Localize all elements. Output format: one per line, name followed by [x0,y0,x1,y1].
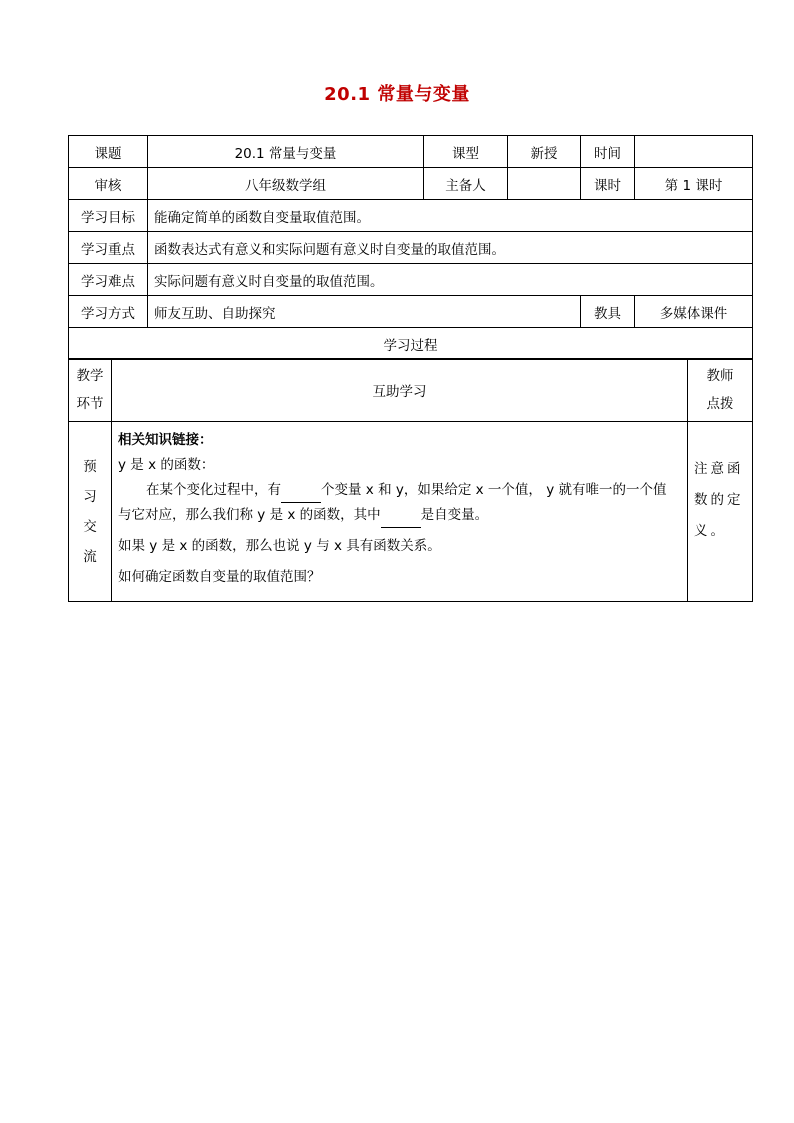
teacher-note: 注意函数的定义。 [688,422,753,602]
type-value: 新授 [508,136,581,168]
stage-header-line1: 教学 [76,368,104,384]
mutual-study-header: 互助学习 [112,359,688,422]
key-value: 函数表达式有意义和实际问题有意义时自变量的取值范围。 [148,232,753,264]
goal-label: 学习目标 [69,200,148,232]
goal-value: 能确定简单的函数自变量取值范围。 [148,200,753,232]
process-header-row [69,359,753,422]
review-label: 审核 [69,168,148,200]
period-label: 课时 [581,168,635,200]
stage-header-line2: 环节 [76,396,104,412]
review-row [69,168,753,200]
process-heading-row [69,328,753,360]
teacher-header [688,359,753,422]
goal-row [69,200,753,232]
tools-label: 教具 [581,296,635,328]
topic-label: 课题 [69,136,148,168]
topic-value: 20.1 常量与变量 [148,136,424,168]
blank-1 [281,488,321,503]
teacher-header-line2: 点拨 [706,396,734,412]
time-label: 时间 [581,136,635,168]
difficulty-label: 学习难点 [69,264,148,296]
function-definition-text [118,478,681,503]
stage-header [69,359,112,422]
definition-part2: 个变量 x 和 y，如果给定 x 一个值， y 就有唯一的一个值 [321,482,667,498]
blank-2 [381,513,421,528]
definition-part1: 在某个变化过程中，有 [146,482,281,498]
preparer-label: 主备人 [424,168,508,200]
stage-char: 预 [83,458,97,475]
preparer-value [508,168,581,200]
difficulty-value: 实际问题有意义时自变量的取值范围。 [148,264,753,296]
lesson-info-table [68,135,753,360]
knowledge-heading: 相关知识链接： [118,432,213,448]
preview-stage [69,422,112,602]
key-row [69,232,753,264]
page-title: 20.1 常量与变量 [324,84,470,105]
process-table [68,358,753,602]
function-definition-text-cont [118,503,681,528]
difficulty-row [69,264,753,296]
function-definition-heading: y 是 x 的函数： [118,457,215,473]
time-value [635,136,753,168]
preview-content [112,422,688,602]
method-label: 学习方式 [69,296,148,328]
function-relation-text: 如果 y 是 x 的函数，那么也说 y 与 x 具有函数关系。 [118,538,441,554]
preview-row [69,422,753,602]
period-value: 第 1 课时 [635,168,753,200]
tools-value: 多媒体课件 [635,296,753,328]
teacher-header-line1: 教师 [706,368,734,384]
stage-char: 流 [83,548,97,565]
method-row [69,296,753,328]
stage-char: 交 [83,518,97,535]
method-value: 师友互助、自助探究 [148,296,581,328]
definition-part3: 与它对应，那么我们称 y 是 x 的函数，其中 [118,507,381,523]
review-value: 八年级数学组 [148,168,424,200]
stage-char: 习 [83,488,97,505]
type-label: 课型 [424,136,508,168]
key-label: 学习重点 [69,232,148,264]
process-heading: 学习过程 [69,328,753,360]
question-text: 如何确定函数自变量的取值范围？ [118,569,321,585]
topic-row [69,136,753,168]
definition-part4: 是自变量。 [420,507,489,523]
